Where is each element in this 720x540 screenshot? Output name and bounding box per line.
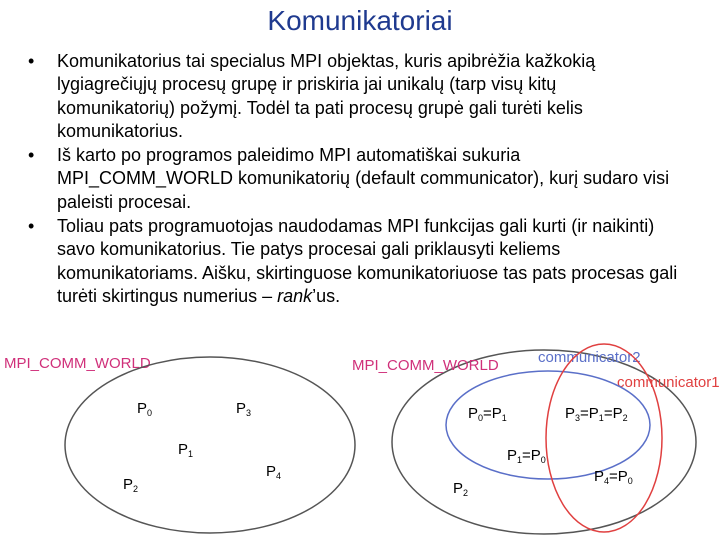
left-world-ellipse [65, 357, 355, 533]
left-process-p2: $P_2$ [123, 476, 139, 494]
bullet-icon: • [28, 51, 35, 71]
communicator1-label: communicator1 [617, 374, 720, 391]
bullet-item-2 [28, 144, 678, 214]
right-world-label: MPI_COMM_WORLD [352, 357, 499, 374]
left-process-p1: $P_1$ [178, 441, 194, 459]
slide-title: Komunikatoriai [267, 5, 453, 36]
left-process-p3: $P_3$ [236, 400, 252, 418]
process-p0-eq-p1: $P_0=P_1$ [468, 405, 507, 423]
bullet-icon: • [28, 145, 35, 166]
rank-term: rank [277, 285, 313, 306]
bullet-item-3 [28, 215, 678, 308]
left-process-p0: $P_0$ [137, 400, 153, 418]
bullet-list [28, 50, 678, 309]
bullet-text: Iš karto po programos paleidimo MPI automatiškai sukuria MPI_COMM_WORLD komunikatorių (default communicator), kurį sudaro visi paleisti procesai. [57, 145, 670, 212]
process-p4-eq-p0: $P_4=P_0$ [594, 468, 633, 486]
process-p2: $P_2$ [453, 480, 469, 498]
bullet-text: Toliau pats programuotojas naudodamas MPI funkcijas gali kurti (ir naikinti) savo komunikatorius. Tie patys procesai gali priklausyti keliems komunikatoriams. Aišku, skirtinguose komunikatoriuose tas pats procesas gali turėti skirtingus numerius – [57, 216, 678, 306]
communicator-diagram [0, 340, 720, 540]
communicator2-label: communicator2 [538, 349, 641, 366]
bullet-item-1 [28, 50, 678, 143]
bullet-icon: • [28, 216, 35, 237]
process-p3-eq-p1-eq-p2: $P_3=P_1=P_2$ [565, 405, 628, 423]
communicator1-ellipse [546, 344, 662, 532]
bullet-text: Komunikatorius tai specialus MPI objektas, kuris apibrėžia kažkokią lygiagrečiųjų procesų grupę ir priskiria jai unikalų (tarp visų kitų komunikatorių) požymį. Todėl ta pati procesų grupė gali turėti kelis komunikatorius. [57, 51, 596, 141]
process-p1-eq-p0: $P_1=P_0$ [507, 447, 546, 465]
left-world-label: MPI_COMM_WORLD [4, 355, 151, 372]
bullet-text-end: ’us. [312, 285, 341, 306]
left-process-p4: $P_4$ [266, 463, 282, 481]
